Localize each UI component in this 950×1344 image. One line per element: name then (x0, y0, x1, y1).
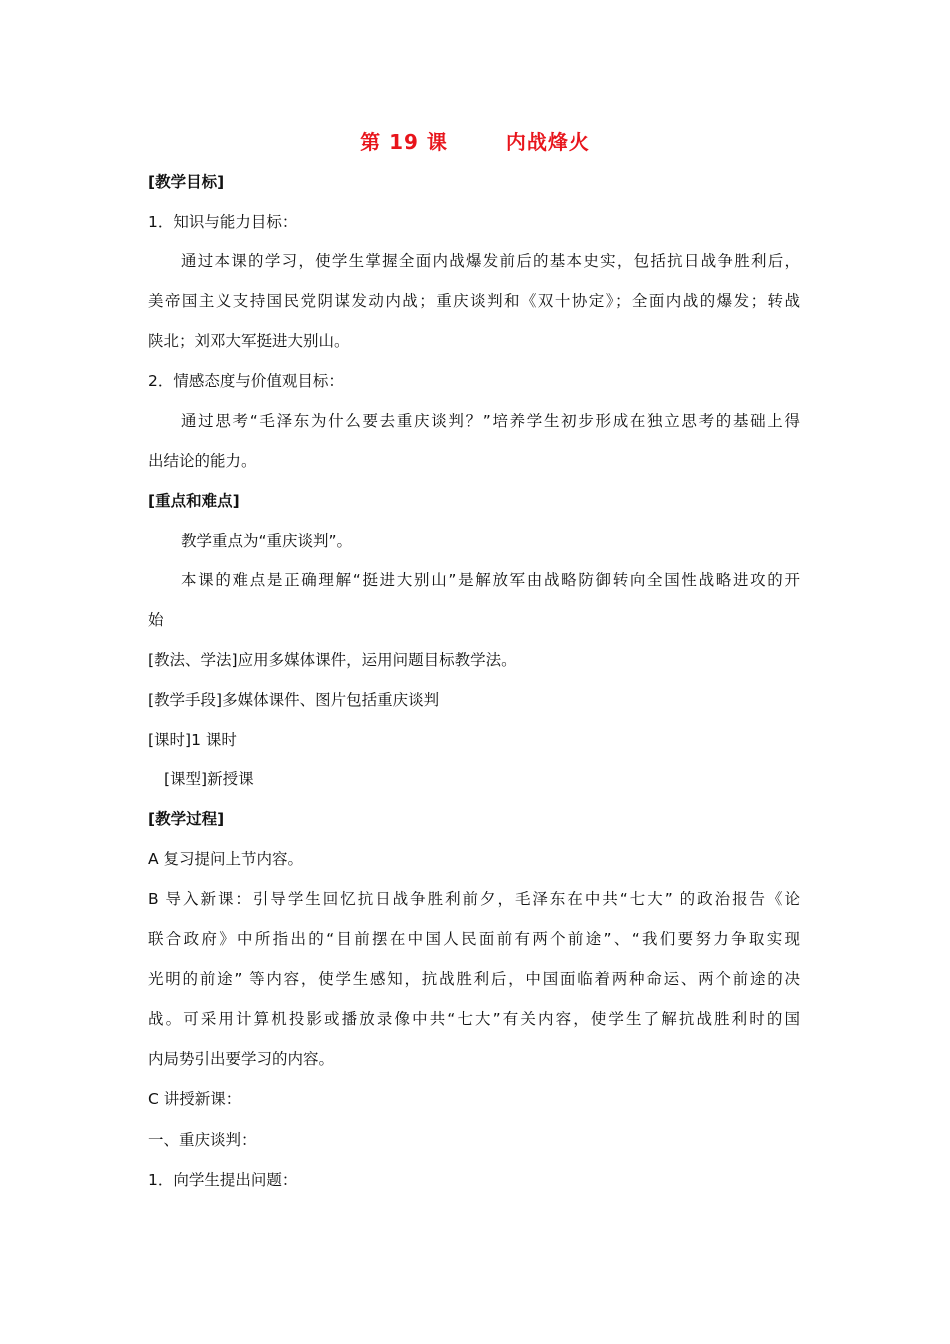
process-step-b-line4: 战。可采用计算机投影或播放录像中共“七大”有关内容，使学生了解抗战胜利时的国 (148, 1010, 800, 1028)
teaching-method: [教法、学法]应用多媒体课件，运用问题目标教学法。 (148, 651, 517, 669)
process-step-c: C 讲授新课： (148, 1090, 242, 1108)
objective-1-heading: 1．知识与能力目标： (148, 213, 298, 231)
teaching-means: [教学手段]多媒体课件、图片包括重庆谈判 (148, 691, 440, 709)
process-step-a: A 复习提问上节内容。 (148, 850, 304, 868)
part-1-question: 1．向学生提出问题： (148, 1171, 298, 1189)
objective-2-text-line2: 出结论的能力。 (148, 452, 257, 470)
lesson-name: 内战烽火 (505, 130, 590, 154)
difficulty-text-line2: 始 (148, 611, 164, 629)
objective-1-text-line2: 美帝国主义支持国民党阴谋发动内战；重庆谈判和《双十协定》；全面内战的爆发；转战 (148, 292, 800, 310)
part-1-heading: 一、重庆谈判： (148, 1131, 257, 1149)
class-type: [课型]新授课 (164, 770, 254, 788)
difficulty-text-line1: 本课的难点是正确理解“挺进大别山”是解放军由战略防御转向全国性战略进攻的开 (181, 571, 800, 589)
objective-1-text-line3: 陕北；刘邓大军挺进大别山。 (148, 332, 350, 350)
objective-2-text-line1: 通过思考“毛泽东为什么要去重庆谈判？”培养学生初步形成在独立思考的基础上得 (181, 412, 800, 430)
class-hours: [课时]1 课时 (148, 731, 237, 749)
process-step-b-line3: 光明的前途” 等内容，使学生感知，抗战胜利后，中国面临着两种命运、两个前途的决 (148, 970, 800, 988)
objectives-heading: [教学目标] (148, 173, 225, 191)
objective-1-text-line1: 通过本课的学习，使学生掌握全面内战爆发前后的基本史实，包括抗日战争胜利后， (181, 252, 800, 270)
process-heading: [教学过程] (148, 810, 225, 828)
process-step-b-line2: 联合政府》中所指出的“目前摆在中国人民面前有两个前途”、“我们要努力争取实现 (148, 930, 800, 948)
lesson-number: 第 19 课 (360, 130, 448, 154)
key-points-heading: [重点和难点] (148, 492, 240, 510)
lesson-title (0, 126, 950, 155)
process-step-b-line5: 内局势引出要学习的内容。 (148, 1050, 335, 1068)
objective-2-heading: 2．情感态度与价值观目标： (148, 372, 344, 390)
process-step-b-line1: B 导入新课：引导学生回忆抗日战争胜利前夕，毛泽东在中共“七大” 的政治报告《论 (148, 890, 800, 908)
key-point-text: 教学重点为“重庆谈判”。 (181, 532, 353, 550)
